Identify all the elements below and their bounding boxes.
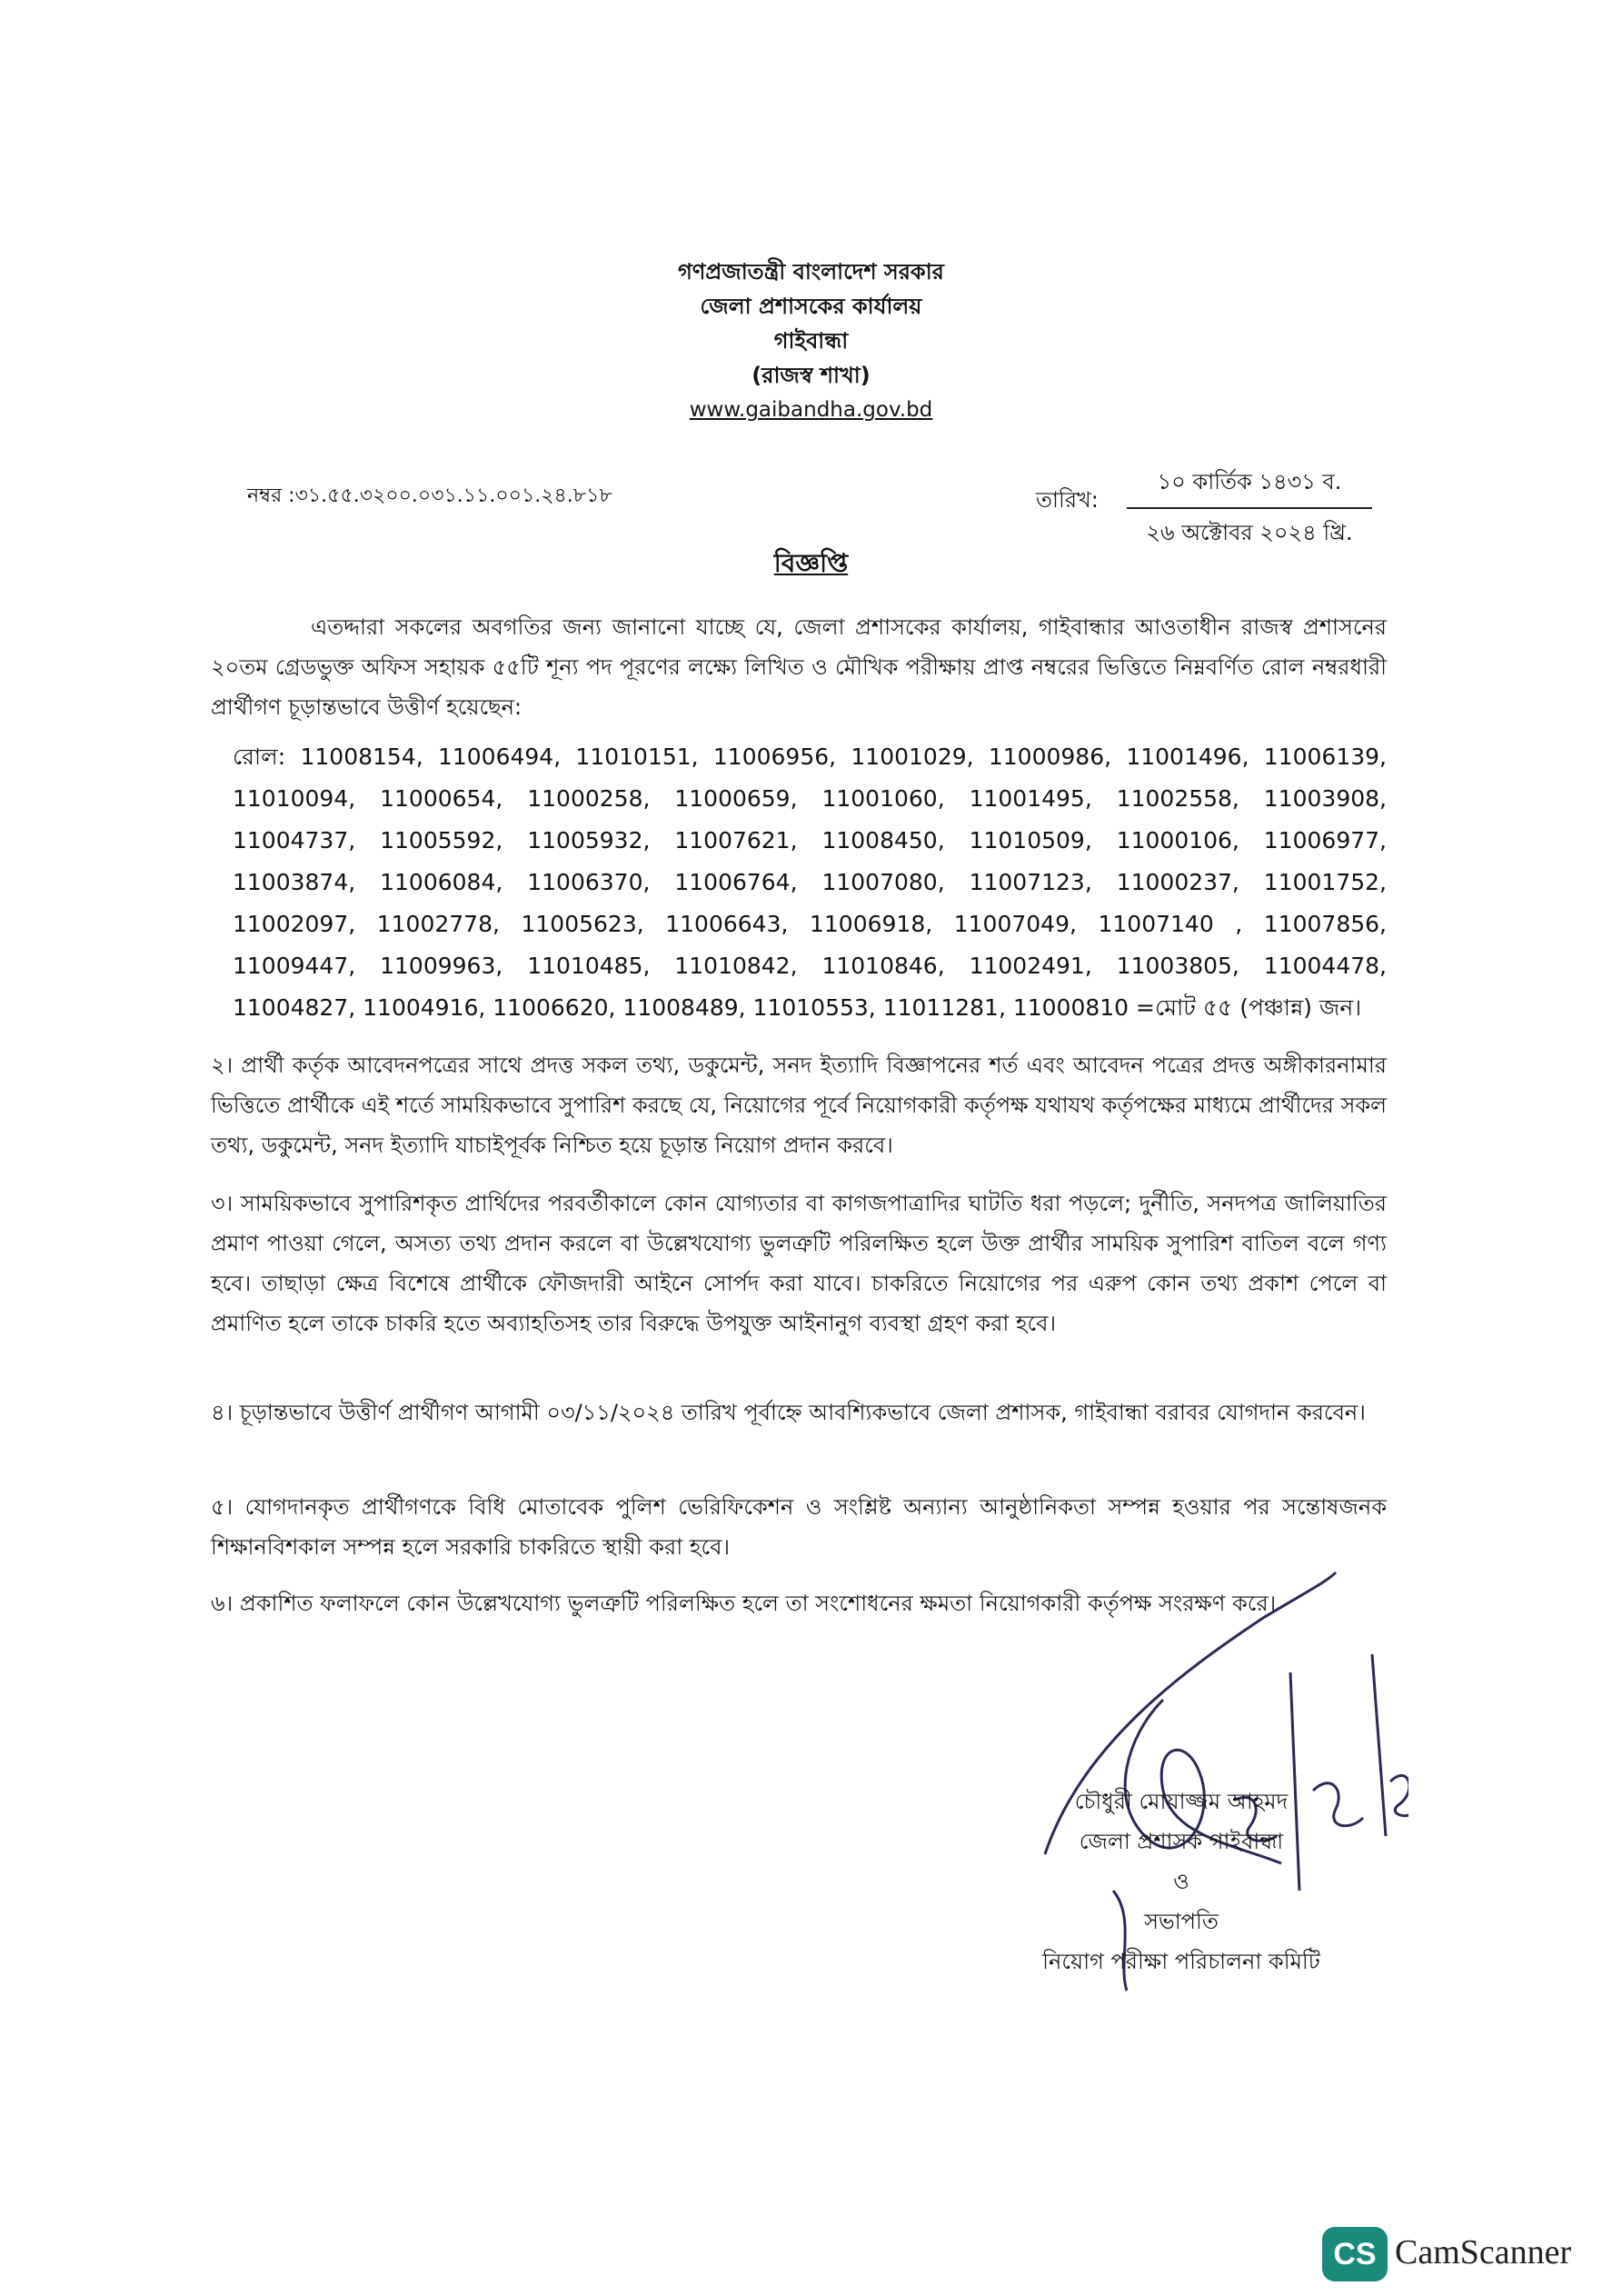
notice-title-text: বিজ্ঞপ্তি [773, 548, 849, 578]
date-block [1127, 465, 1372, 553]
website-link[interactable]: www.gaibandha.gov.bd [689, 398, 933, 422]
camscanner-logo [1322, 2227, 1388, 2281]
signatory-role: সভাপতি [1144, 1909, 1219, 1934]
memo-number: নম্বর :৩১.৫৫.৩২০০.০৩১.১১.০০১.২৪.৮১৮ [247, 484, 612, 507]
signatory-designation: জেলা প্রশাসক গাইবান্ধা [1079, 1829, 1284, 1854]
date-label: তারিখ: [1036, 487, 1099, 513]
paragraph-2: ২। প্রার্থী কর্তৃক আবেদনপত্রের সাথে প্রদত্ত সকল তথ্য, ডকুমেন্ট, সনদ ইত্যাদি বিজ্ঞাপনের শর্ত এবং আবেদন পত্রের প্রদত্ত অঙ্গীকারনামার ভিত্তিতে প্রার্থীকে এই শর্তে সাময়িকভাবে সুপারিশ করছে যে, নিয়োগের পূর্বে নিয়োগকারী কর্তৃপক্ষ যথাযথ কর্তৃপক্ষের মাধ্যমে প্রার্থীদের সকল তথ্য, ডকুমেন্ট, সনদ ইত্যাদি যাচাইপূর্বক নিশ্চিত হয়ে চূড়ান্ত নিয়োগ প্রদান করবে। [211, 1053, 1387, 1158]
district-name: গাইবান্ধা [773, 328, 849, 354]
section-name: (রাজস্ব শাখা) [751, 363, 871, 388]
letterhead [0, 255, 1622, 427]
paragraph-4: ৪। চূড়ান্তভাবে উত্তীর্ণ প্রার্থীগণ আগামী ০৩/১১/২০২৪ তারিখ পূর্বাহ্নে আবশ্যিকভাবে জেলা প্রশাসক, গাইবান্ধা বরাবর যোগদান করবেন। [211, 1400, 1366, 1425]
date-bangla: ১০ কার্তিক ১৪৩১ ব. [1127, 465, 1372, 509]
committee-name: নিয়োগ পরীক্ষা পরিচালনা কমিটি [1042, 1949, 1320, 1974]
office-name: জেলা প্রশাসকের কার্যালয় [700, 294, 922, 319]
paragraph-5: ৫। যোগদানকৃত প্রার্থীগণকে বিধি মোতাবেক পুলিশ ভেরিফিকেশন ও সংশ্লিষ্ট অন্যান্য আনুষ্ঠানিকতা সম্পন্ন হওয়ার পর সন্তোষজনক শিক্ষানবিশকাল সম্পন্ন হলে সরকারি চাকরিতে স্থায়ী করা হবে। [211, 1494, 1387, 1560]
signatory-name: চৌধুরী মোয়াজ্জম আহমদ [1074, 1789, 1289, 1814]
paragraph-3: ৩। সাময়িকভাবে সুপারিশকৃত প্রার্থিদের পরবর্তীকালে কোন যোগ্যতার বা কাগজপাত্রাদির ঘাটতি ধরা পড়লে; দুর্নীতি, সনদপত্র জালিয়াতির প্রমাণ পাওয়া গেলে, অসত্য তথ্য প্রদান করলে বা উল্লেখযোগ্য ভুলত্রুটি পরিলক্ষিত হলে উক্ত প্রার্থীর সাময়িক সুপারিশ বাতিল বলে গণ্য হবে। তাছাড়া ক্ষেত্র বিশেষে প্রার্থীকে ফৌজদারী আইনে সোর্পদ করা যাবে। চাকরিতে নিয়োগের পর এরুপ কোন তথ্য প্রকাশ পেলে বা প্রমাণিত হলে তাকে চাকরি হতে অব্যাহতিসহ তার বিরুদ্ধে উপযুক্ত আইনানুগ ব্যবস্থা গ্রহণ করা হবে। [211, 1191, 1387, 1336]
notice-title [0, 544, 1622, 586]
signatory-block [990, 1782, 1372, 1982]
govt-name: গণপ্রজাতন্ত্রী বাংলাদেশ সরকার [678, 259, 944, 285]
roll-numbers: রোল: 11008154, 11006494, 11010151, 11006956, 11001029, 11000986, 11001496, 11006139, 11010094, 11000654, 11000258, 11000659, 11001060, 11001495, 11002558, 11003908, 11004737, 11005592, 11005932, 11007621, 11008450, 11010509, 11000106, 11006977, 11003874, 11006084, 11006370, 11006764, 11007080, 11007123, 11000237, 11001752, 11002097, 11002778, 11005623, 11006643, 11006918, 11007049, 11007140 , 11007856, 11009447, 11009963, 11010485, 11010842, 11010846, 11002491, 11003805, 11004478, 11004827, 11004916, 11006620, 11008489, 11010553, 11011281, 11000810 =মোট ৫৫ (পঞ্চান্ন) জন। [233, 744, 1387, 1021]
camscanner-watermark: CamScanner [1395, 2233, 1572, 2271]
paragraph-6: ৬। প্রকাশিত ফলাফলে কোন উল্লেখযোগ্য ভুলত্রুটি পরিলক্ষিত হলে তা সংশোধনের ক্ষমতা নিয়োগকারী কর্তৃপক্ষ সংরক্ষণ করে। [211, 1591, 1277, 1616]
intro-paragraph: এতদ্দারা সকলের অবগতির জন্য জানানো যাচ্ছে যে, জেলা প্রশাসকের কার্যালয়, গাইবান্ধার আওতাধীন রাজস্ব প্রশাসনের ২০তম গ্রেডভুক্ত অফিস সহায়ক ৫৫টি শূন্য পদ পূরণের লক্ষ্যে লিখিত ও মৌখিক পরীক্ষায় প্রাপ্ত নম্বরের ভিত্তিতে নিম্নবর্ণিত রোল নম্বরধারী প্রার্থীগণ চূড়ান্তভাবে উত্তীর্ণ হয়েছেন: [211, 614, 1387, 720]
date-english: ২৬ অক্টোবর ২০২৪ খ্রি. [1146, 520, 1353, 545]
camscanner-icon: CS [1322, 2227, 1388, 2281]
signatory-and: ও [1173, 1869, 1189, 1894]
